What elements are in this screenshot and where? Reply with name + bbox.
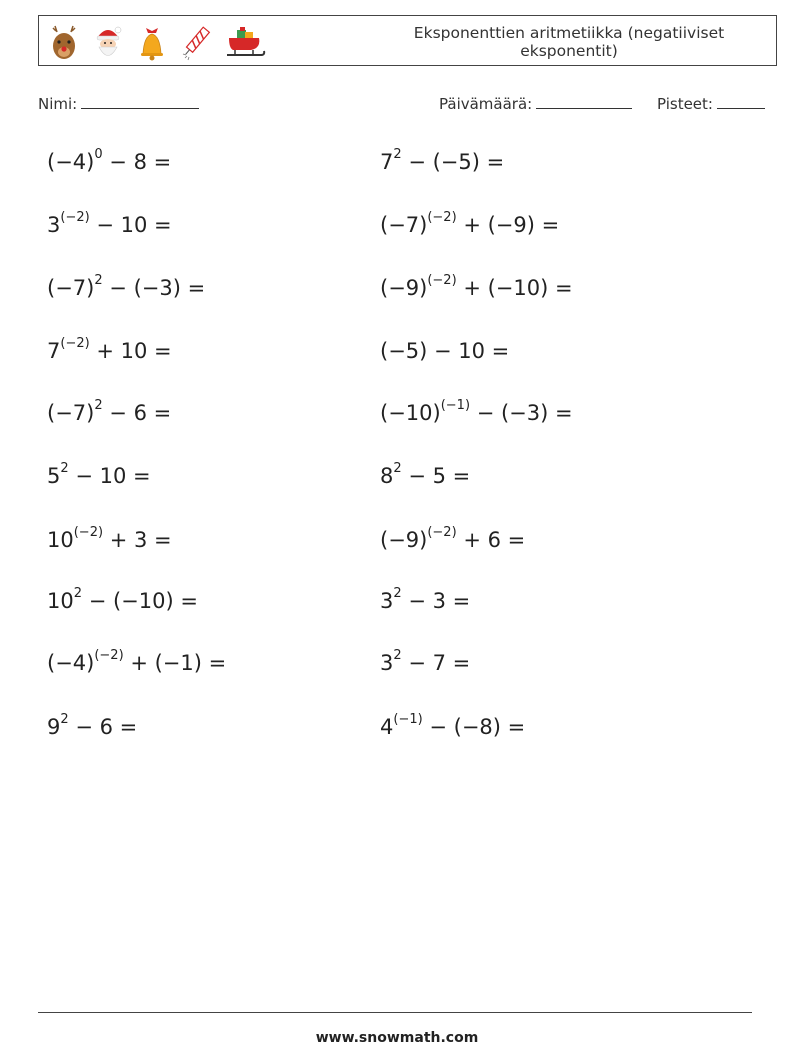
problem-item: $10^{(-2)} + 3$ = [47, 525, 172, 552]
score-blank[interactable] [717, 94, 765, 109]
problem-item: $(-9)^{(-2)} + (-10)$ = [380, 273, 573, 300]
date-label: Päivämäärä: [439, 95, 533, 113]
score-label: Pisteet: [657, 95, 713, 113]
problem-item: $(-4)^0 - 8$ = [47, 147, 172, 174]
problem-item: $5^2 - 10$ = [47, 461, 151, 488]
problem-item: $(-7)^{(-2)} + (-9)$ = [380, 210, 560, 237]
problem-item: $9^2 - 6$ = [47, 712, 138, 739]
score-field [657, 94, 765, 113]
problem-item: $7^2 - (-5)$ = [380, 147, 505, 174]
worksheet-header [38, 15, 777, 66]
problem-item: $(-10)^{(-1)} - (-3)$ = [380, 398, 573, 425]
name-blank[interactable] [81, 94, 199, 109]
problem-item: $3^2 - 7$ = [380, 648, 471, 675]
problem-item: $4^{(-1)} - (-8)$ = [380, 712, 526, 739]
problem-item: $(-7)^2 - (-3)$ = [47, 273, 206, 300]
problem-item: $(-9)^{(-2)} + 6$ = [380, 525, 526, 552]
name-field [38, 94, 199, 113]
footer-site-link[interactable]: www.snowmath.com [315, 1030, 479, 1046]
problem-item: (−5) − 10 = [380, 339, 510, 363]
problem-item: $3^2 - 3$ = [380, 586, 471, 613]
reindeer-icon [47, 22, 81, 62]
santa-icon [91, 22, 125, 62]
bell-icon [135, 22, 169, 62]
problem-item: $8^2 - 5$ = [380, 461, 471, 488]
date-blank[interactable] [536, 94, 632, 109]
worksheet-title: Eksponenttien aritmetiikka (negatiiviset eksponentit) [413, 24, 725, 60]
problem-item: $(-7)^2 - 6$ = [47, 398, 172, 425]
problem-item: $7^{(-2)} + 10$ = [47, 336, 172, 363]
sleigh-icon [223, 22, 267, 62]
firecracker-icon [179, 22, 213, 62]
date-field [439, 94, 632, 113]
footer-divider [38, 1012, 752, 1013]
problem-item: $3^{(-2)} - 10$ = [47, 210, 172, 237]
name-label: Nimi: [38, 95, 78, 113]
problem-item: $(-4)^{(-2)} + (-1)$ = [47, 648, 227, 675]
problem-item: $10^2 - (-10)$ = [47, 586, 198, 613]
